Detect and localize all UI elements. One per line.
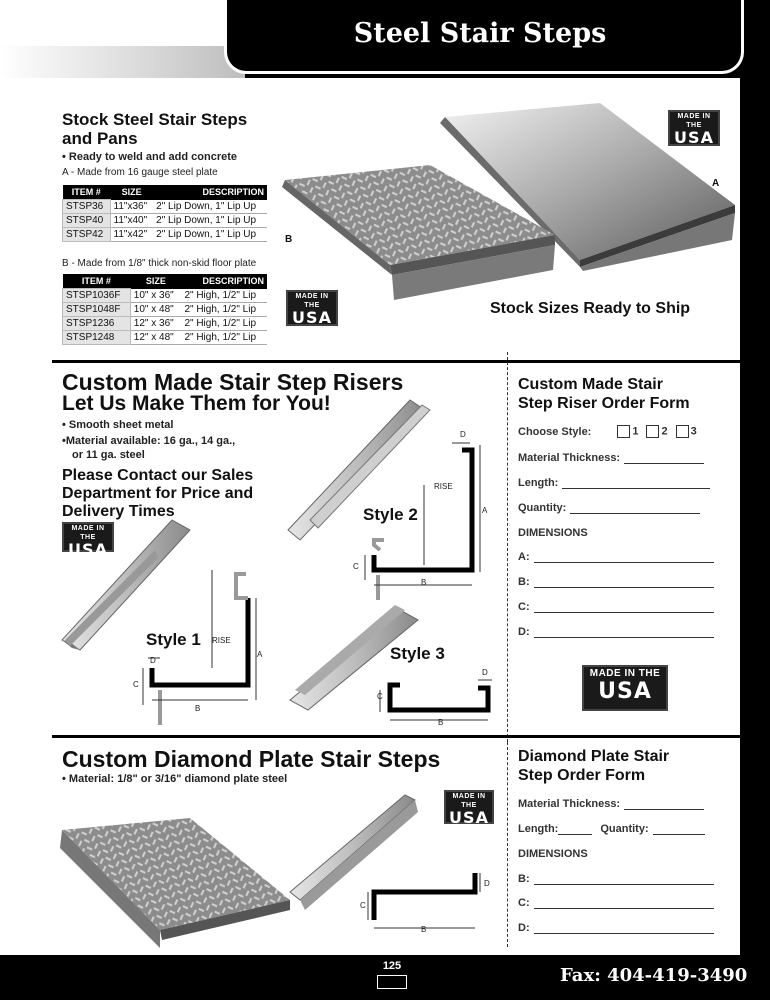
length-label: Length: (518, 477, 559, 489)
col-description: DESCRIPTION (181, 274, 267, 289)
dim-d-label: D: (518, 626, 530, 638)
dim-c-1: C (133, 680, 139, 689)
material-label: Material Thickness: (518, 452, 621, 464)
diamond-dim-d-row (518, 922, 714, 934)
cell-desc: 2" Lip Down, 1" Lip Up (153, 214, 267, 228)
contact-line-1: Please Contact our Sales (62, 467, 254, 484)
stock-bullet: • Ready to weld and add concrete (62, 151, 238, 163)
style-3-label: Style 3 (390, 644, 445, 663)
material-field[interactable] (624, 452, 704, 464)
cell-item: STSP1036F (63, 289, 131, 303)
usa-badge-bottom: USA (292, 308, 332, 327)
made-in-usa-badge (444, 790, 494, 827)
style-2-label: Style 2 (363, 505, 418, 524)
dim-d-row (518, 626, 714, 638)
stock-title-2: and Pans (62, 129, 138, 148)
diamond-bullet: • Material: 1/8" or 3/16" diamond plate steel (62, 773, 288, 785)
cell-size: 10" x 36" (130, 289, 181, 303)
dim-rise-1: RISE (212, 636, 231, 645)
dim-a-row (518, 551, 714, 563)
diamond-material-row (518, 798, 704, 810)
checkbox-style-1[interactable] (617, 425, 630, 438)
dim-b-row (518, 576, 714, 588)
column-divider (507, 742, 508, 947)
label-a: A (712, 178, 720, 189)
usa-badge-bottom: USA (68, 540, 108, 559)
diamond-quantity-field[interactable] (653, 823, 705, 835)
diamond-dim-b: B (421, 925, 427, 934)
usa-badge-top: MADE IN THE (589, 668, 661, 679)
riser-form-title-1: Custom Made Stair (518, 376, 663, 393)
page-title: Steel Stair Steps (353, 18, 607, 49)
stock-title-1: Stock Steel Stair Steps (62, 110, 248, 129)
cell-item: STSP42 (63, 228, 111, 242)
fax-number: Fax: 404-419-3490 (560, 965, 748, 986)
cell-desc: 2" High, 1/2" Lip (181, 331, 267, 345)
cell-desc: 2" Lip Down, 1" Lip Up (153, 228, 267, 242)
cell-desc: 2" High, 1/2" Lip (181, 317, 267, 331)
dim-d-field[interactable] (534, 626, 714, 638)
style-option-1[interactable] (609, 425, 638, 438)
diamond-length-label: Length: (518, 823, 559, 835)
diamond-dim-d-field[interactable] (534, 922, 714, 934)
checkbox-style-1-label: 1 (632, 425, 639, 438)
usa-badge-top: MADE IN THE (71, 525, 105, 541)
style-option-3[interactable] (668, 425, 697, 438)
cell-item: STSP1248 (63, 331, 131, 345)
label-b: B (285, 234, 293, 245)
dim-b-label: B: (518, 576, 530, 588)
cell-size: 11"x42" (110, 228, 153, 242)
contact-line-2: Department for Price and (62, 485, 254, 502)
dim-b-1: B (195, 704, 201, 713)
length-field[interactable] (562, 477, 710, 489)
style-1-label: Style 1 (146, 630, 201, 649)
footer-logo-icon (377, 975, 407, 989)
section-divider (52, 735, 740, 738)
dim-b-field[interactable] (534, 576, 714, 588)
risers-bullet-1: • Smooth sheet metal (62, 419, 174, 431)
ready-to-ship-text: Stock Sizes Ready to Ship (490, 300, 691, 317)
diamond-material-label: Material Thickness: (518, 798, 621, 810)
cell-desc: 2" High, 1/2" Lip (181, 303, 267, 317)
cell-desc: 2" High, 1/2" Lip (181, 289, 267, 303)
cell-size: 10" x 48" (130, 303, 181, 317)
dim-c-3: C (377, 692, 383, 701)
made-in-usa-badge (582, 665, 668, 711)
col-size: SIZE (110, 185, 153, 200)
stock-b-note: B - Made from 1/8" thick non-skid floor plate (62, 258, 257, 269)
col-size: SIZE (130, 274, 181, 289)
diamond-dim-b-field[interactable] (534, 873, 714, 885)
col-item: ITEM # (63, 274, 131, 289)
diamond-dim-d: D (484, 879, 490, 888)
diamond-material-field[interactable] (624, 798, 704, 810)
checkbox-style-2[interactable] (646, 425, 659, 438)
dim-a-2: A (482, 506, 488, 515)
risers-title-1: Custom Made Stair Step Risers (62, 369, 404, 395)
cell-item: STSP1048F (63, 303, 131, 317)
usa-badge-top: MADE IN THE (677, 113, 711, 129)
diamond-form-title-1: Diamond Plate Stair (518, 748, 670, 765)
dim-c-2: C (353, 562, 359, 571)
checkbox-style-2-label: 2 (661, 425, 668, 438)
dim-a-1: A (257, 650, 263, 659)
usa-badge-top: MADE IN THE (452, 793, 486, 809)
quantity-row (518, 502, 700, 514)
cell-size: 11"x36" (110, 200, 153, 214)
dim-d-2: D (460, 430, 466, 439)
diamond-dim-c: C (360, 901, 366, 910)
diamond-dim-d-label: D: (518, 922, 530, 934)
diamond-dimensions-heading: DIMENSIONS (518, 848, 588, 860)
dim-b-3: B (438, 718, 444, 727)
dimensions-heading: DIMENSIONS (518, 527, 588, 539)
length-row (518, 477, 710, 489)
dim-a-label: A: (518, 551, 530, 563)
material-row (518, 452, 704, 464)
diamond-dim-b-row (518, 873, 714, 885)
quantity-label: Quantity: (518, 502, 567, 514)
checkbox-style-3-label: 3 (690, 425, 697, 438)
dim-c-field[interactable] (534, 601, 714, 613)
quantity-field[interactable] (570, 502, 700, 514)
dim-d-3: D (482, 668, 488, 677)
dim-a-field[interactable] (534, 551, 714, 563)
diamond-quantity-label: Quantity: (600, 823, 649, 835)
contact-line-3: Delivery Times (62, 503, 175, 520)
riser-form-title-2: Step Riser Order Form (518, 395, 690, 412)
diamond-dim-c-row (518, 897, 714, 909)
col-description: DESCRIPTION (153, 185, 267, 200)
checkbox-style-3[interactable] (676, 425, 689, 438)
usa-badge-bottom: USA (674, 128, 714, 147)
diamond-dim-b-label: B: (518, 873, 530, 885)
cell-item: STSP1236 (63, 317, 131, 331)
diamond-form-title-2: Step Order Form (518, 767, 646, 784)
col-item: ITEM # (63, 185, 111, 200)
cell-item: STSP36 (63, 200, 111, 214)
usa-badge-bottom: USA (598, 679, 652, 704)
dim-rise-2: RISE (434, 482, 453, 491)
dim-c-label: C: (518, 601, 530, 613)
cell-size: 11"x40" (110, 214, 153, 228)
choose-style-label: Choose Style: (518, 426, 592, 438)
page-number: 125 (382, 960, 402, 972)
usa-badge-bottom: USA (449, 808, 489, 827)
diamond-dim-c-field[interactable] (534, 897, 714, 909)
choose-style-row (518, 425, 697, 438)
risers-bullet-2b: or 11 ga. steel (72, 449, 145, 461)
cell-size: 12" x 36" (130, 317, 181, 331)
diamond-length-quantity-row (518, 823, 705, 835)
dim-b-2: B (421, 578, 427, 587)
cell-desc: 2" Lip Down, 1" Lip Up (153, 200, 267, 214)
style-option-2[interactable] (638, 425, 667, 438)
cell-size: 12" x 48" (130, 331, 181, 345)
diamond-title: Custom Diamond Plate Stair Steps (62, 746, 441, 772)
risers-title-2: Let Us Make Them for You! (62, 392, 331, 415)
stock-a-note: A - Made from 16 gauge steel plate (62, 167, 218, 178)
risers-bullet-2: •Material available: 16 ga., 14 ga., (62, 435, 236, 447)
dim-d-1: D (150, 656, 156, 665)
diamond-length-field[interactable] (558, 823, 592, 835)
diamond-dim-c-label: C: (518, 897, 530, 909)
cell-item: STSP40 (63, 214, 111, 228)
dim-c-row (518, 601, 714, 613)
usa-badge-top: MADE IN THE (295, 293, 329, 309)
